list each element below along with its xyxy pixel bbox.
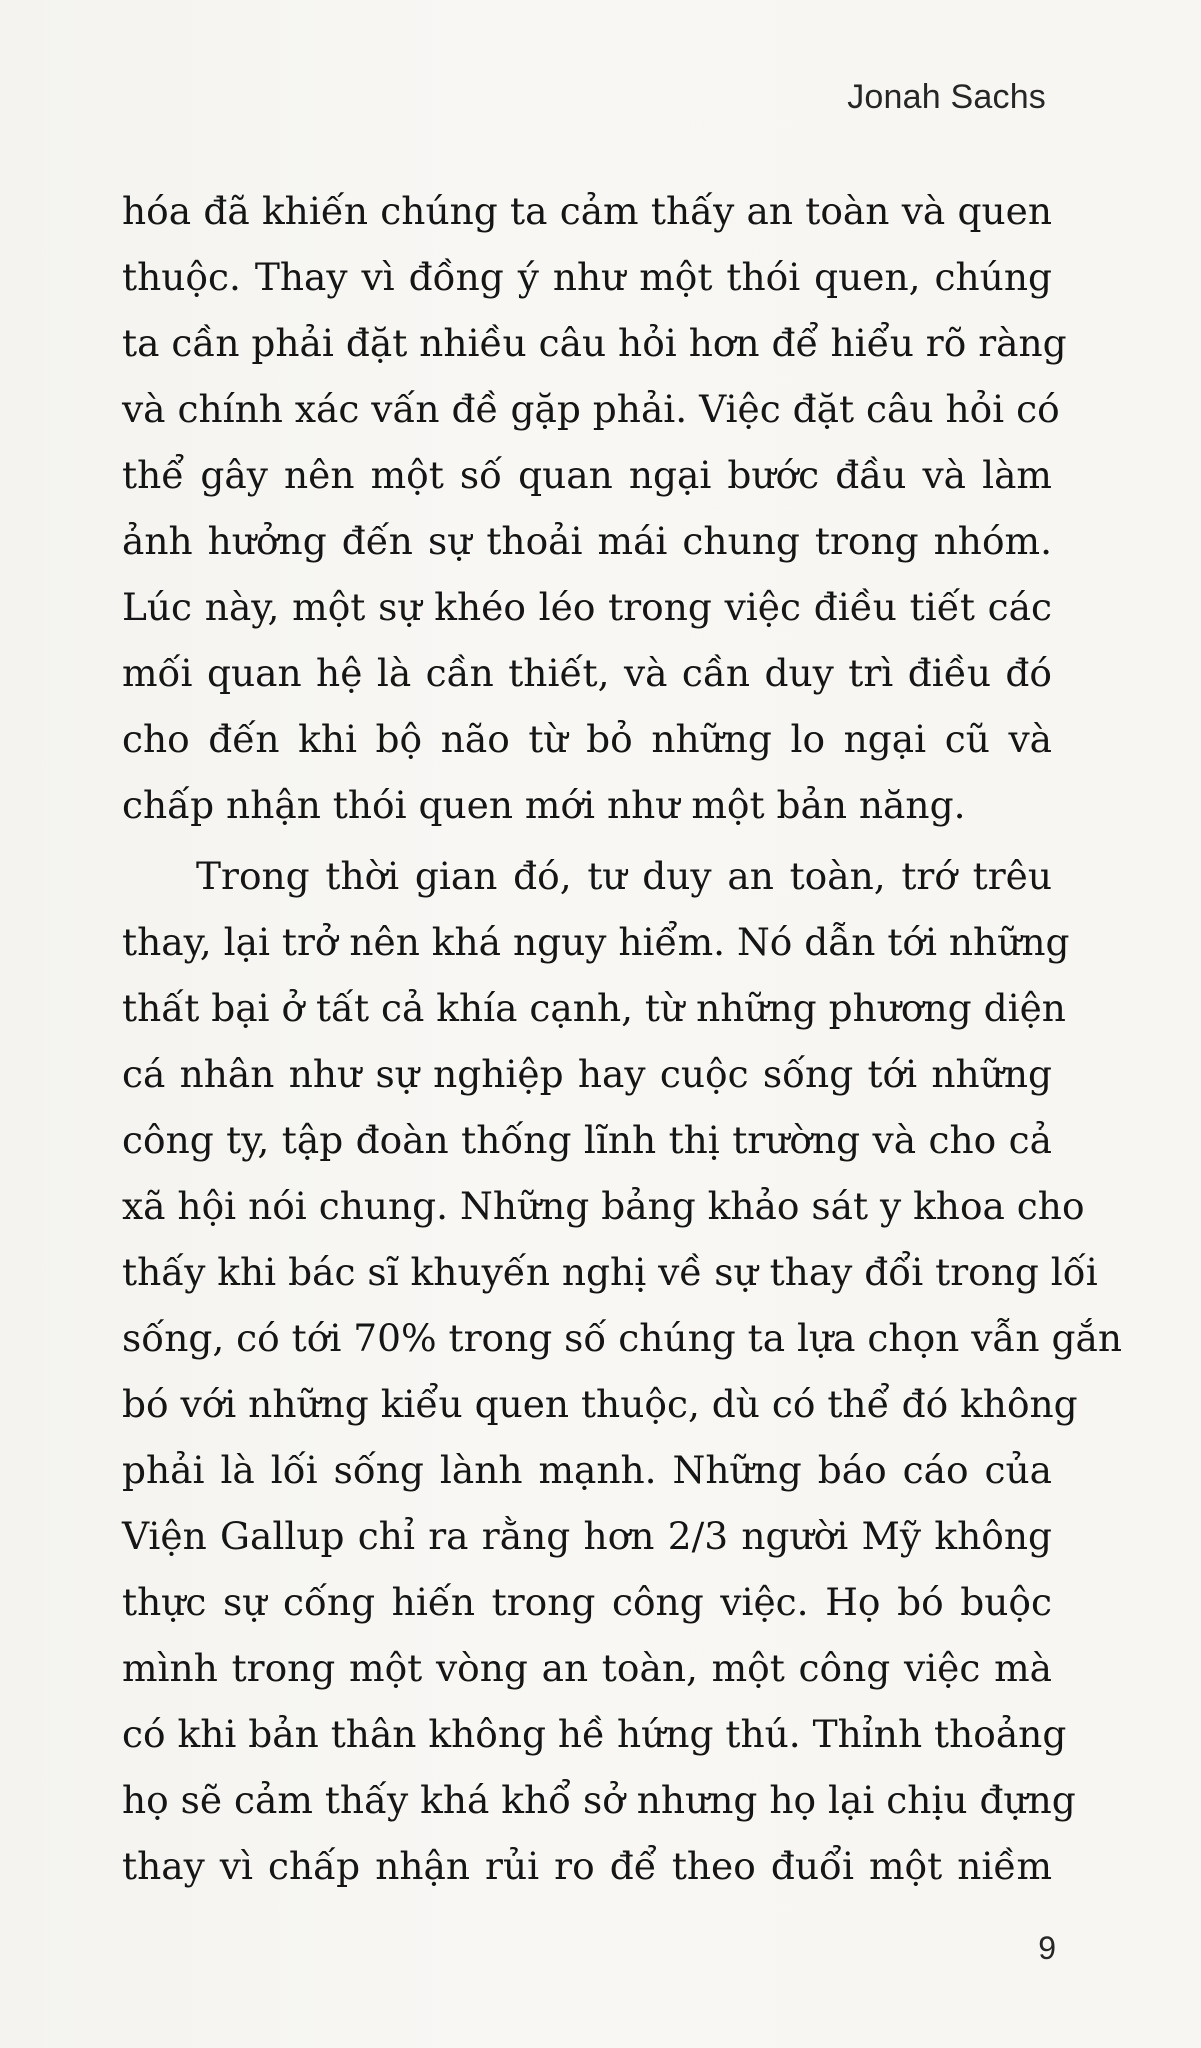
text-line: thất bại ở tất cả khía cạnh, từ những phương diện xyxy=(122,986,1066,1030)
text-line: thực sự cống hiến trong công việc. Họ bó buộc xyxy=(122,1580,1052,1624)
text-line: mình trong một vòng an toàn, một công việc mà xyxy=(122,1646,1052,1690)
paragraph-2 xyxy=(122,843,1122,1899)
text-line: Trong thời gian đó, tư duy an toàn, trớ trêu xyxy=(196,854,1052,898)
text-line: cho đến khi bộ não từ bỏ những lo ngại cũ và xyxy=(122,717,1052,761)
text-line: thay vì chấp nhận rủi ro để theo đuổi một niềm xyxy=(122,1844,1052,1888)
body-text xyxy=(122,178,1122,1899)
text-line: thấy khi bác sĩ khuyến nghị về sự thay đổi trong lối xyxy=(122,1250,1098,1294)
running-head-author: Jonah Sachs xyxy=(847,78,1046,116)
text-line: thể gây nên một số quan ngại bước đầu và làm xyxy=(122,453,1052,497)
text-line: thay, lại trở nên khá nguy hiểm. Nó dẫn tới những xyxy=(122,920,1070,964)
text-line: có khi bản thân không hề hứng thú. Thỉnh thoảng xyxy=(122,1712,1067,1756)
text-line: hóa đã khiến chúng ta cảm thấy an toàn và quen xyxy=(122,189,1052,233)
text-line: họ sẽ cảm thấy khá khổ sở nhưng họ lại chịu đựng xyxy=(122,1778,1076,1822)
text-line: mối quan hệ là cần thiết, và cần duy trì điều đó xyxy=(122,651,1052,695)
text-line: sống, có tới 70% trong số chúng ta lựa chọn vẫn gắn xyxy=(122,1316,1122,1360)
text-line: và chính xác vấn đề gặp phải. Việc đặt câu hỏi có xyxy=(122,387,1060,431)
text-line: công ty, tập đoàn thống lĩnh thị trường và cho cả xyxy=(122,1118,1052,1162)
text-line: chấp nhận thói quen mới như một bản năng. xyxy=(122,783,966,827)
text-line: cá nhân như sự nghiệp hay cuộc sống tới những xyxy=(122,1052,1052,1096)
text-line: phải là lối sống lành mạnh. Những báo cáo của xyxy=(122,1448,1052,1492)
text-line: ta cần phải đặt nhiều câu hỏi hơn để hiểu rõ ràng xyxy=(122,321,1067,365)
paragraph-1 xyxy=(122,178,1067,838)
page-number: 9 xyxy=(1038,1930,1056,1966)
text-line: xã hội nói chung. Những bảng khảo sát y khoa cho xyxy=(122,1184,1085,1228)
text-line: ảnh hưởng đến sự thoải mái chung trong nhóm. xyxy=(122,519,1052,563)
text-line: Viện Gallup chỉ ra rằng hơn 2/3 người Mỹ không xyxy=(122,1514,1052,1558)
text-line: Lúc này, một sự khéo léo trong việc điều tiết các xyxy=(122,585,1052,629)
text-line: bó với những kiểu quen thuộc, dù có thể đó không xyxy=(122,1382,1078,1426)
text-line: thuộc. Thay vì đồng ý như một thói quen, chúng xyxy=(122,255,1052,299)
